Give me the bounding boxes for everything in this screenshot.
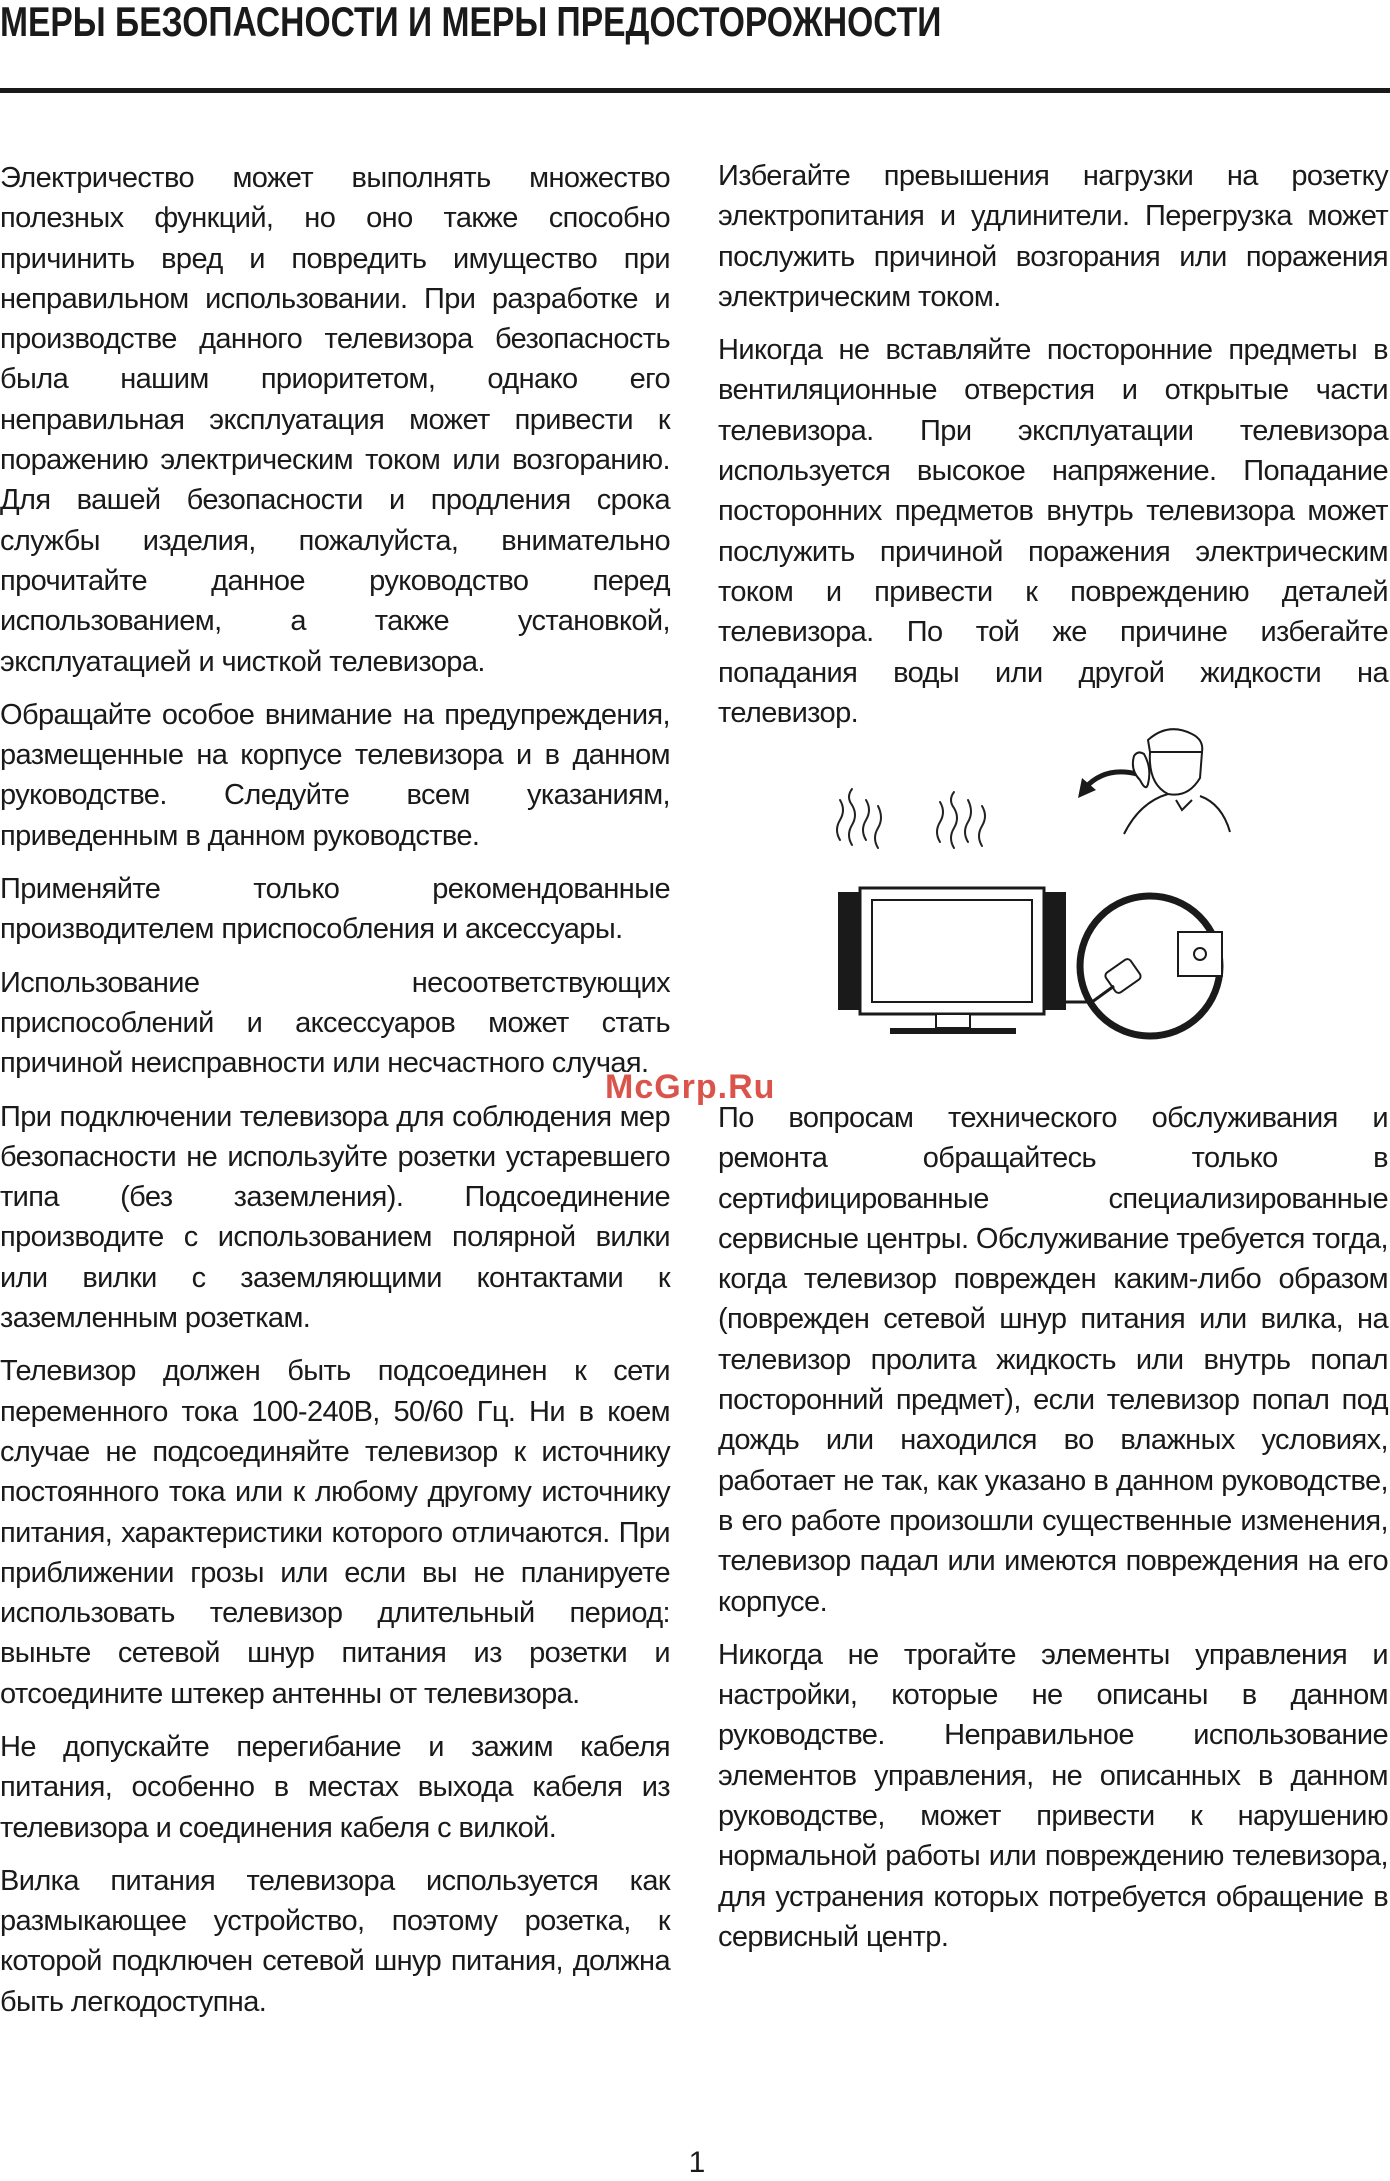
paragraph-foreign-objects: Никогда не вставляйте посторонние предметы в вентиляционные отверстия и открытые части телевизора. При эксплуатации телевизора используется высокое напряжение. Попадание посторонних предметов внутрь телевизора может послужить причиной поражения электрическим током и привести к повреждению деталей телевизора. По той же причине избегайте попадания воды или другой жидкости на телевизор.: [718, 334, 1388, 729]
title-rule: [0, 88, 1390, 93]
paragraph-cable: Не допускайте перегибание и зажим кабеля питания, особенно в местах выхода кабеля из телевизора и соединения кабеля с вилкой.: [0, 1730, 670, 1844]
watermark: McGrp.Ru: [605, 1068, 776, 1106]
page-number: 1: [688, 2146, 706, 2179]
service-person-icon: [1124, 729, 1230, 834]
paragraph-grounding: При подключении телевизора для соблюдения мер безопасности не используйте розетки устаревшего типа (без заземления). Подсоединение производите с использованием полярной вилки или вилки с заземляющими контактами к заземленным розеткам.: [0, 1100, 670, 1335]
tv-icon: [838, 888, 1066, 1034]
paragraph-power-supply: Телевизор должен быть подсоединен к сети переменного тока 100-240В, 50/60 Гц. Ни в коем случае не подсоединяйте телевизор к источнику постоянного тока или к любому другому источнику питания, характеристики которого отличаются. При приближении грозы или если вы не планируете использовать телевизор длительный период: выньте сетевой шнур питания из розетки и отсоедините штекер антенны от телевизора.: [0, 1355, 670, 1710]
paragraph-accessories: Применяйте только рекомендованные производителем приспособления и аксессуары.: [0, 873, 670, 946]
right-column-top: [718, 156, 1388, 746]
paragraph-unsuitable-accessories: Использование несоответствующих приспособлений и аксессуаров может стать причиной неисправности или несчастного случая.: [0, 966, 670, 1080]
page-title: МЕРЫ БЕЗОПАСНОСТИ И МЕРЫ ПРЕДОСТОРОЖНОСТИ: [0, 0, 942, 45]
paragraph-service: По вопросам технического обслуживания и ремонта обращайтесь только в сертифицированные специализированные сервисные центры. Обслуживание требуется тогда, когда телевизор поврежден каким-либо образом (поврежден сетевой шнур питания или вилка, на телевизор пролита жидкость или внутрь попал посторонний предмет), если телевизор попал под дождь или находился во влажных условиях, работает не так, как указано в данном руководстве, в его работе произошли существенные изменения, телевизор падал или имеются повреждения на его корпусе.: [718, 1102, 1389, 1618]
paragraph-overload: Избегайте превышения нагрузки на розетку электропитания и удлинители. Перегрузка может послужить причиной возгорания или поражения электрическим током.: [718, 160, 1388, 313]
paragraph-intro: Электричество может выполнять множество полезных функций, но оно также способно причинить вред и повредить имущество при неправильном использовании. При разработке и производстве данного телевизора безопасность была нашим приоритетом, однако его неправильная эксплуатация может привести к поражению электрическим током или возгоранию. Для вашей безопасности и продления срока службы изделия, пожалуйста, внимательно прочитайте данное руководство перед использованием, а также установкой, эксплуатацией и чисткой телевизора.: [0, 162, 670, 678]
paragraph-controls: Никогда не трогайте элементы управления и настройки, которые не описаны в данном руководстве. Неправильное использование элементов управления, не описанных в данном руководстве, может привести к нарушению нормальной работы или повреждению телевизора, для устранения которых потребуется обращение в сервисный центр.: [718, 1638, 1388, 1953]
right-column-bottom: [718, 1098, 1388, 1970]
left-column: [0, 158, 670, 2035]
paragraph-plug: Вилка питания телевизора используется как размыкающее устройство, поэтому розетка, к которой подключен сетевой шнур питания, должна быть легкодоступна.: [0, 1864, 670, 2018]
arrow-icon: [1085, 772, 1137, 788]
paragraph-warnings: Обращайте особое внимание на предупреждения, размещенные на корпусе телевизора и в данном руководстве. Следуйте всем указаниям, приведенным в данном руководстве.: [0, 698, 670, 852]
tv-service-illustration: [830, 720, 1250, 1050]
plug-icon: [1080, 896, 1222, 1036]
steam-icon: [837, 789, 985, 848]
